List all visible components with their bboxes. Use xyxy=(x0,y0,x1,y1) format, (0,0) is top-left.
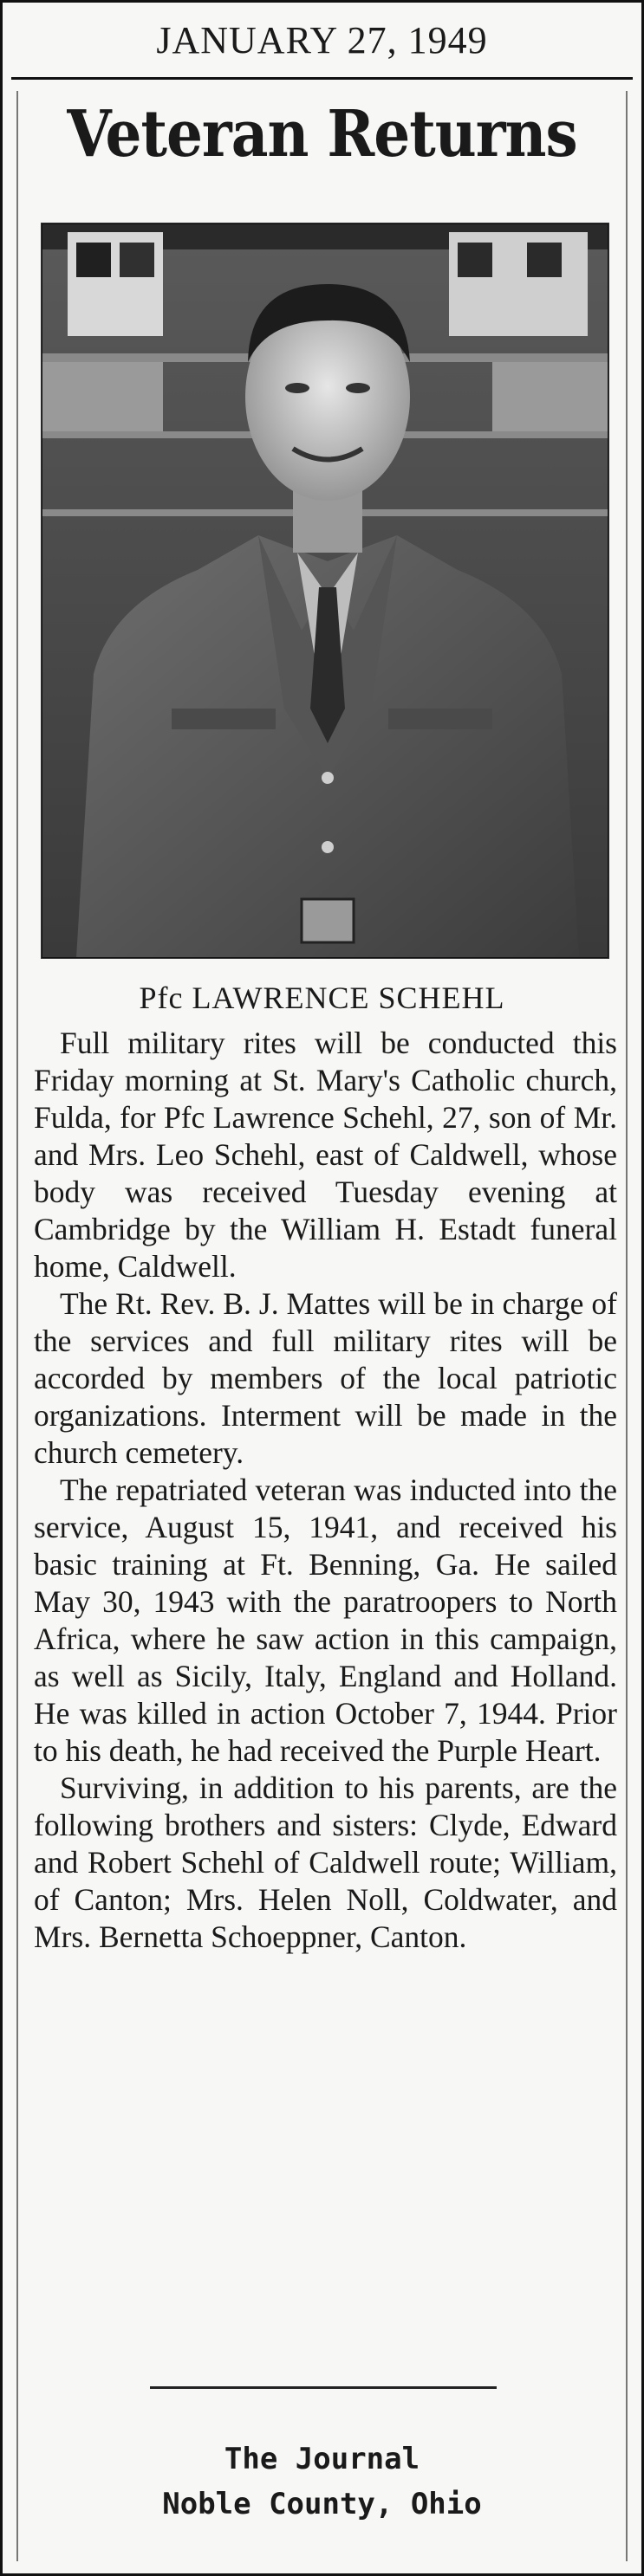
headline: Veteran Returns xyxy=(67,95,577,172)
soldier-photo xyxy=(41,223,609,959)
newspaper-name: The Journal xyxy=(224,2442,420,2476)
paragraph: Full military rites will be conducted this Friday morning at St. Mary's Catholic church, Fulda, for Pfc Lawrence Schehl, 27, son of Mr. and Mrs. Leo Schehl, east of Caldwell, whose body was received Tuesday evening at Cambridge by the William H. Estadt funeral home, Caldwell. xyxy=(34,1026,617,1284)
date-line: JANUARY 27, 1949 xyxy=(156,19,488,61)
paragraph: The Rt. Rev. B. J. Mattes will be in charge of the services and full military rites will be accorded by members of the local patriotic organizations. Interment will be made in the church cemetery. xyxy=(34,1286,617,1470)
paragraph: Surviving, in addition to his parents, are the following brothers and sisters: Clyde, Edward and Robert Schehl of Caldwell route; William, of Canton; Mrs. Helen Noll, Coldwater, and Mrs. Bernetta Schoeppner, Canton. xyxy=(34,1770,617,1954)
paragraph: The repatriated veteran was inducted into the service, August 15, 1941, and received his basic training at Ft. Benning, Ga. He sailed May 30, 1943 with the paratroopers to North Africa, where he saw action in this campaign, as well as Sicily, Italy, England and Holland. He was killed in action October 7, 1944. Prior to his death, he had received the Purple Heart. xyxy=(34,1472,617,1768)
newspaper-location: Noble County, Ohio xyxy=(162,2487,482,2521)
photo-caption: Pfc LAWRENCE SCHEHL xyxy=(139,981,505,1015)
article-body xyxy=(34,1025,617,1956)
source-credit xyxy=(3,2437,641,2527)
date-rule xyxy=(11,77,633,80)
separator-rule xyxy=(150,2386,497,2389)
